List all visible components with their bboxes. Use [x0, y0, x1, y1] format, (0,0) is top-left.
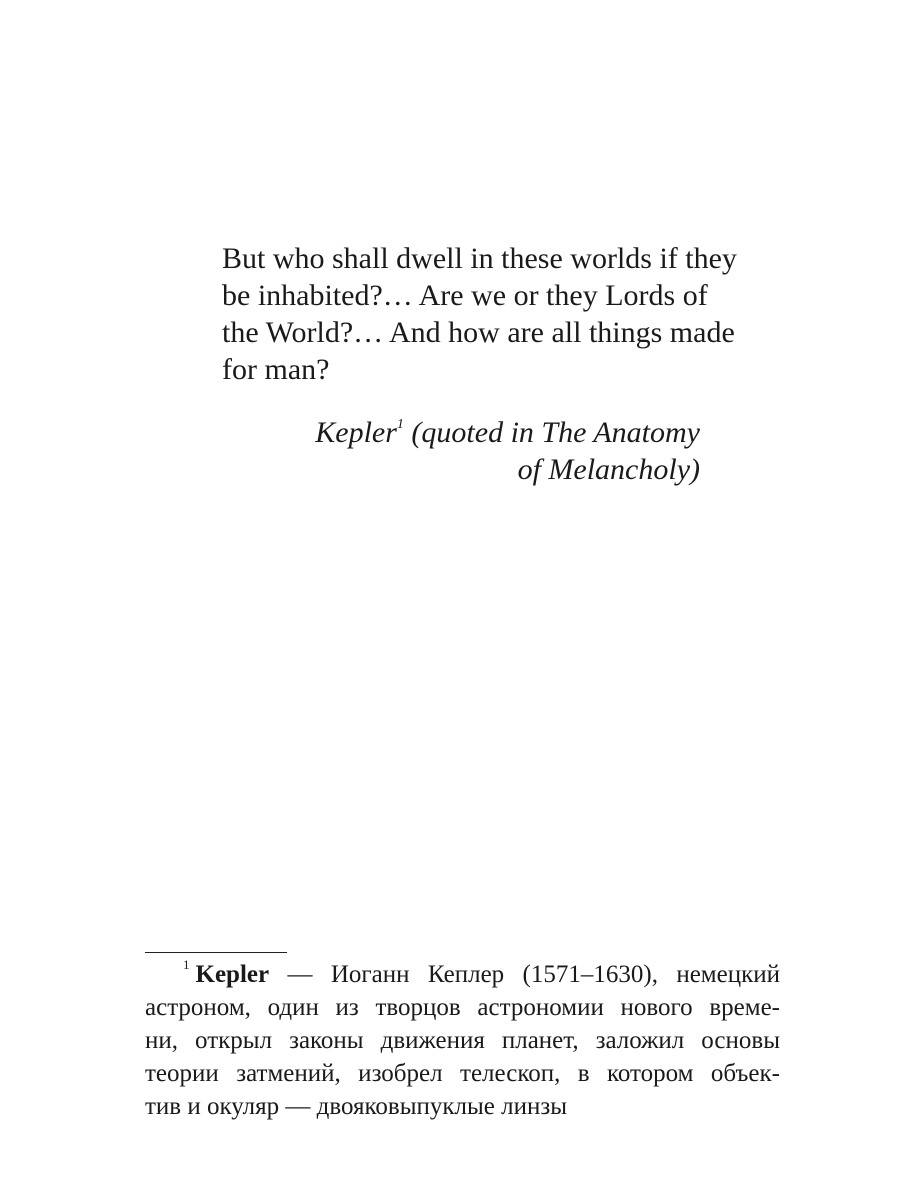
footnote-line-3: ни, открыл законы движения планет, заложил основы: [145, 1027, 780, 1054]
footnote-line-1: [145, 958, 780, 991]
epigraph-line-2: be inhabited?… Are we or they Lords of: [222, 279, 708, 312]
epigraph-line-3: the World?… And how are all things made: [222, 316, 735, 349]
footnote-line-4: теории затмений, изобрел телескоп, в котором объек-: [145, 1060, 780, 1087]
footnote: [145, 958, 780, 1123]
attribution-source-prefix: (quoted in The Anatomy: [411, 416, 700, 449]
epigraph-attribution: [222, 414, 700, 488]
epigraph-line-4: for man?: [222, 353, 330, 386]
footnote-term: Kepler: [195, 961, 270, 988]
footnote-line-1-text: — Иоганн Кеплер (1571–1630), немецкий: [269, 961, 780, 988]
footnote-line-5: тив и окуляр — двояковыпуклые линзы: [145, 1093, 568, 1120]
attribution-source-suffix: of Melancholy): [517, 453, 700, 486]
attribution-author: Kepler: [315, 416, 397, 449]
attribution-line-1: [222, 414, 700, 451]
footnote-reference: 1: [396, 417, 404, 432]
epigraph: [222, 240, 737, 388]
epigraph-line-1: But who shall dwell in these worlds if they: [222, 242, 737, 275]
footnote-separator: [145, 952, 287, 953]
footnote-line-2: астроном, один из творцов астрономии нового време-: [145, 994, 780, 1021]
footnote-marker: 1: [183, 957, 190, 972]
